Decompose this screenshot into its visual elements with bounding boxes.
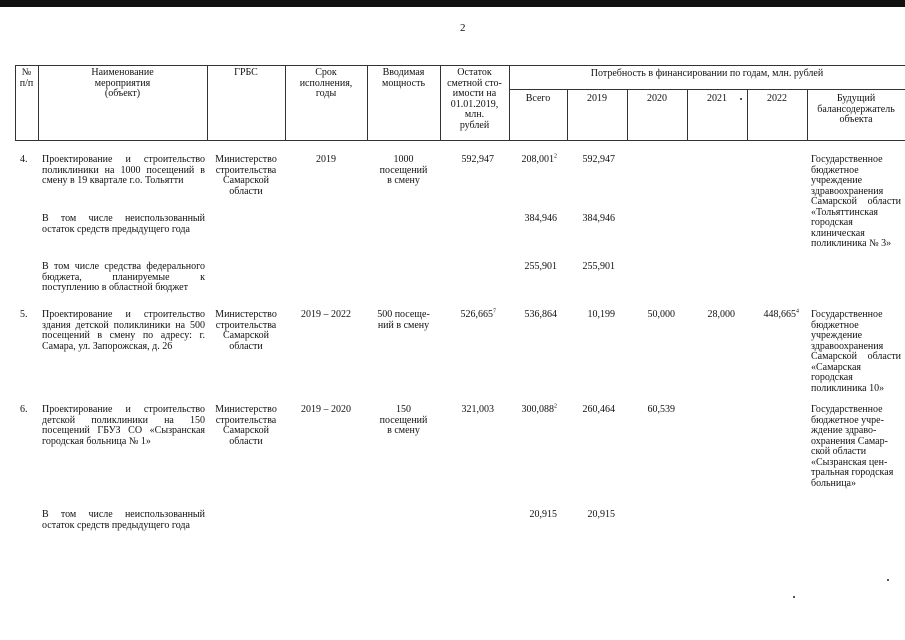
header-need: Потребность в финансировании по годам, млн. рублей <box>590 68 824 79</box>
row-4-2019: 592,947 <box>582 154 615 165</box>
header-2019: 2019 <box>587 93 607 104</box>
row-6-sub-1-2019: 20,915 <box>587 509 615 520</box>
row-4-sub-1-total: 384,946 <box>524 213 557 224</box>
row-4-sub-2-total: 255,901 <box>524 261 557 272</box>
header-total: Всего <box>525 93 551 104</box>
row-4-term: 2019 <box>316 154 336 165</box>
page-number: 2 <box>460 22 466 34</box>
header-term: Срок исполнения, годы <box>299 67 353 99</box>
row-6-sub-1-total: 20,915 <box>529 509 557 520</box>
row-5-2019: 10,199 <box>587 309 615 320</box>
scan-speck <box>740 98 742 100</box>
row-5-name: Проектирование и строительство здания детской поликлиники на 500 посещений в смену по адресу: г. Самара, ул. Запорожская, д. 26 <box>42 309 205 352</box>
header-2022: 2022 <box>767 93 787 104</box>
row-6-grbs: Министерство строительства Самарской области <box>215 404 277 447</box>
row-4-capacity: 1000 посещений в смену <box>379 154 428 186</box>
header-balance: Остаток сметной сто- имости на 01.01.2019, млн. рублей <box>447 67 502 131</box>
row-6-balance: 321,003 <box>461 404 494 415</box>
row-4-name: Проектирование и строительство поликлиники на 1000 посещений в смену в 19 квартале г.о. Тольятти <box>42 154 205 186</box>
row-5-term: 2019 – 2022 <box>301 309 351 320</box>
row-4-total: 208,001$^2$ <box>521 153 557 165</box>
row-4-holder: Государственное бюджетное учреждение здравоохранения Самарской области «Тольяттинская городская клиническая поликлиника № 3» <box>811 154 901 249</box>
row-4-balance: 592,947 <box>461 154 494 165</box>
row-4-sub-2-name: В том числе средства федерального бюджета, планируемые к поступлению в областной бюджет <box>42 261 205 293</box>
header-num: № п/п <box>19 67 34 89</box>
row-4-sub-1-name: В том числе неиспользованный остаток средств предыдущего года <box>42 213 205 235</box>
header-capacity: Вводимая мощность <box>382 67 425 89</box>
row-6-num: 6. <box>20 404 28 415</box>
row-6-capacity: 150 посещений в смену <box>379 404 428 436</box>
row-5-capacity: 500 посеще- ний в смену <box>377 309 430 331</box>
header-top-line <box>15 65 905 66</box>
row-5-balance: 526,665$^7$ <box>460 308 496 320</box>
row-6-holder: Государственное бюджетное учре- ждение здраво- охранения Самар- ской области «Сызранская цен- тральная городская больница» <box>811 404 894 489</box>
header-name: Наименование мероприятия (объект) <box>91 67 154 99</box>
scan-top-edge <box>0 0 905 7</box>
row-4-sub-1-2019: 384,946 <box>582 213 615 224</box>
row-5-holder: Государственное бюджетное учреждение здравоохранения Самарской области «Самарская городская поликлиника 10» <box>811 309 901 394</box>
row-6-2019: 260,464 <box>582 404 615 415</box>
header-grbs: ГРБС <box>234 67 258 78</box>
header-bottom-line <box>15 140 905 141</box>
row-5-num: 5. <box>20 309 28 320</box>
header-holder: Будущий балансодержатель объекта <box>817 93 895 125</box>
row-5-2022: 448,665$^4$ <box>763 308 799 320</box>
row-5-2021: 28,000 <box>707 309 735 320</box>
header-sub-line <box>509 89 905 90</box>
row-6-sub-1-name: В том числе неиспользованный остаток средств предыдущего года <box>42 509 205 531</box>
row-5-2020: 50,000 <box>647 309 675 320</box>
row-4-sub-2-2019: 255,901 <box>582 261 615 272</box>
row-6-total: 300,088$^2$ <box>521 403 557 415</box>
row-4-num: 4. <box>20 154 28 165</box>
row-6-name: Проектирование и строительство детской поликлиники на 150 посещений ГБУЗ СО «Сызранская городская больница № 1» <box>42 404 205 447</box>
row-4-grbs: Министерство строительства Самарской области <box>215 154 277 197</box>
header-2020: 2020 <box>647 93 667 104</box>
row-6-term: 2019 – 2020 <box>301 404 351 415</box>
scan-speck <box>887 579 889 581</box>
row-6-2020: 60,539 <box>647 404 675 415</box>
header-2021: 2021 <box>707 93 727 104</box>
row-5-grbs: Министерство строительства Самарской области <box>215 309 277 352</box>
scan-speck <box>793 596 795 598</box>
row-5-total: 536,864 <box>524 309 557 320</box>
